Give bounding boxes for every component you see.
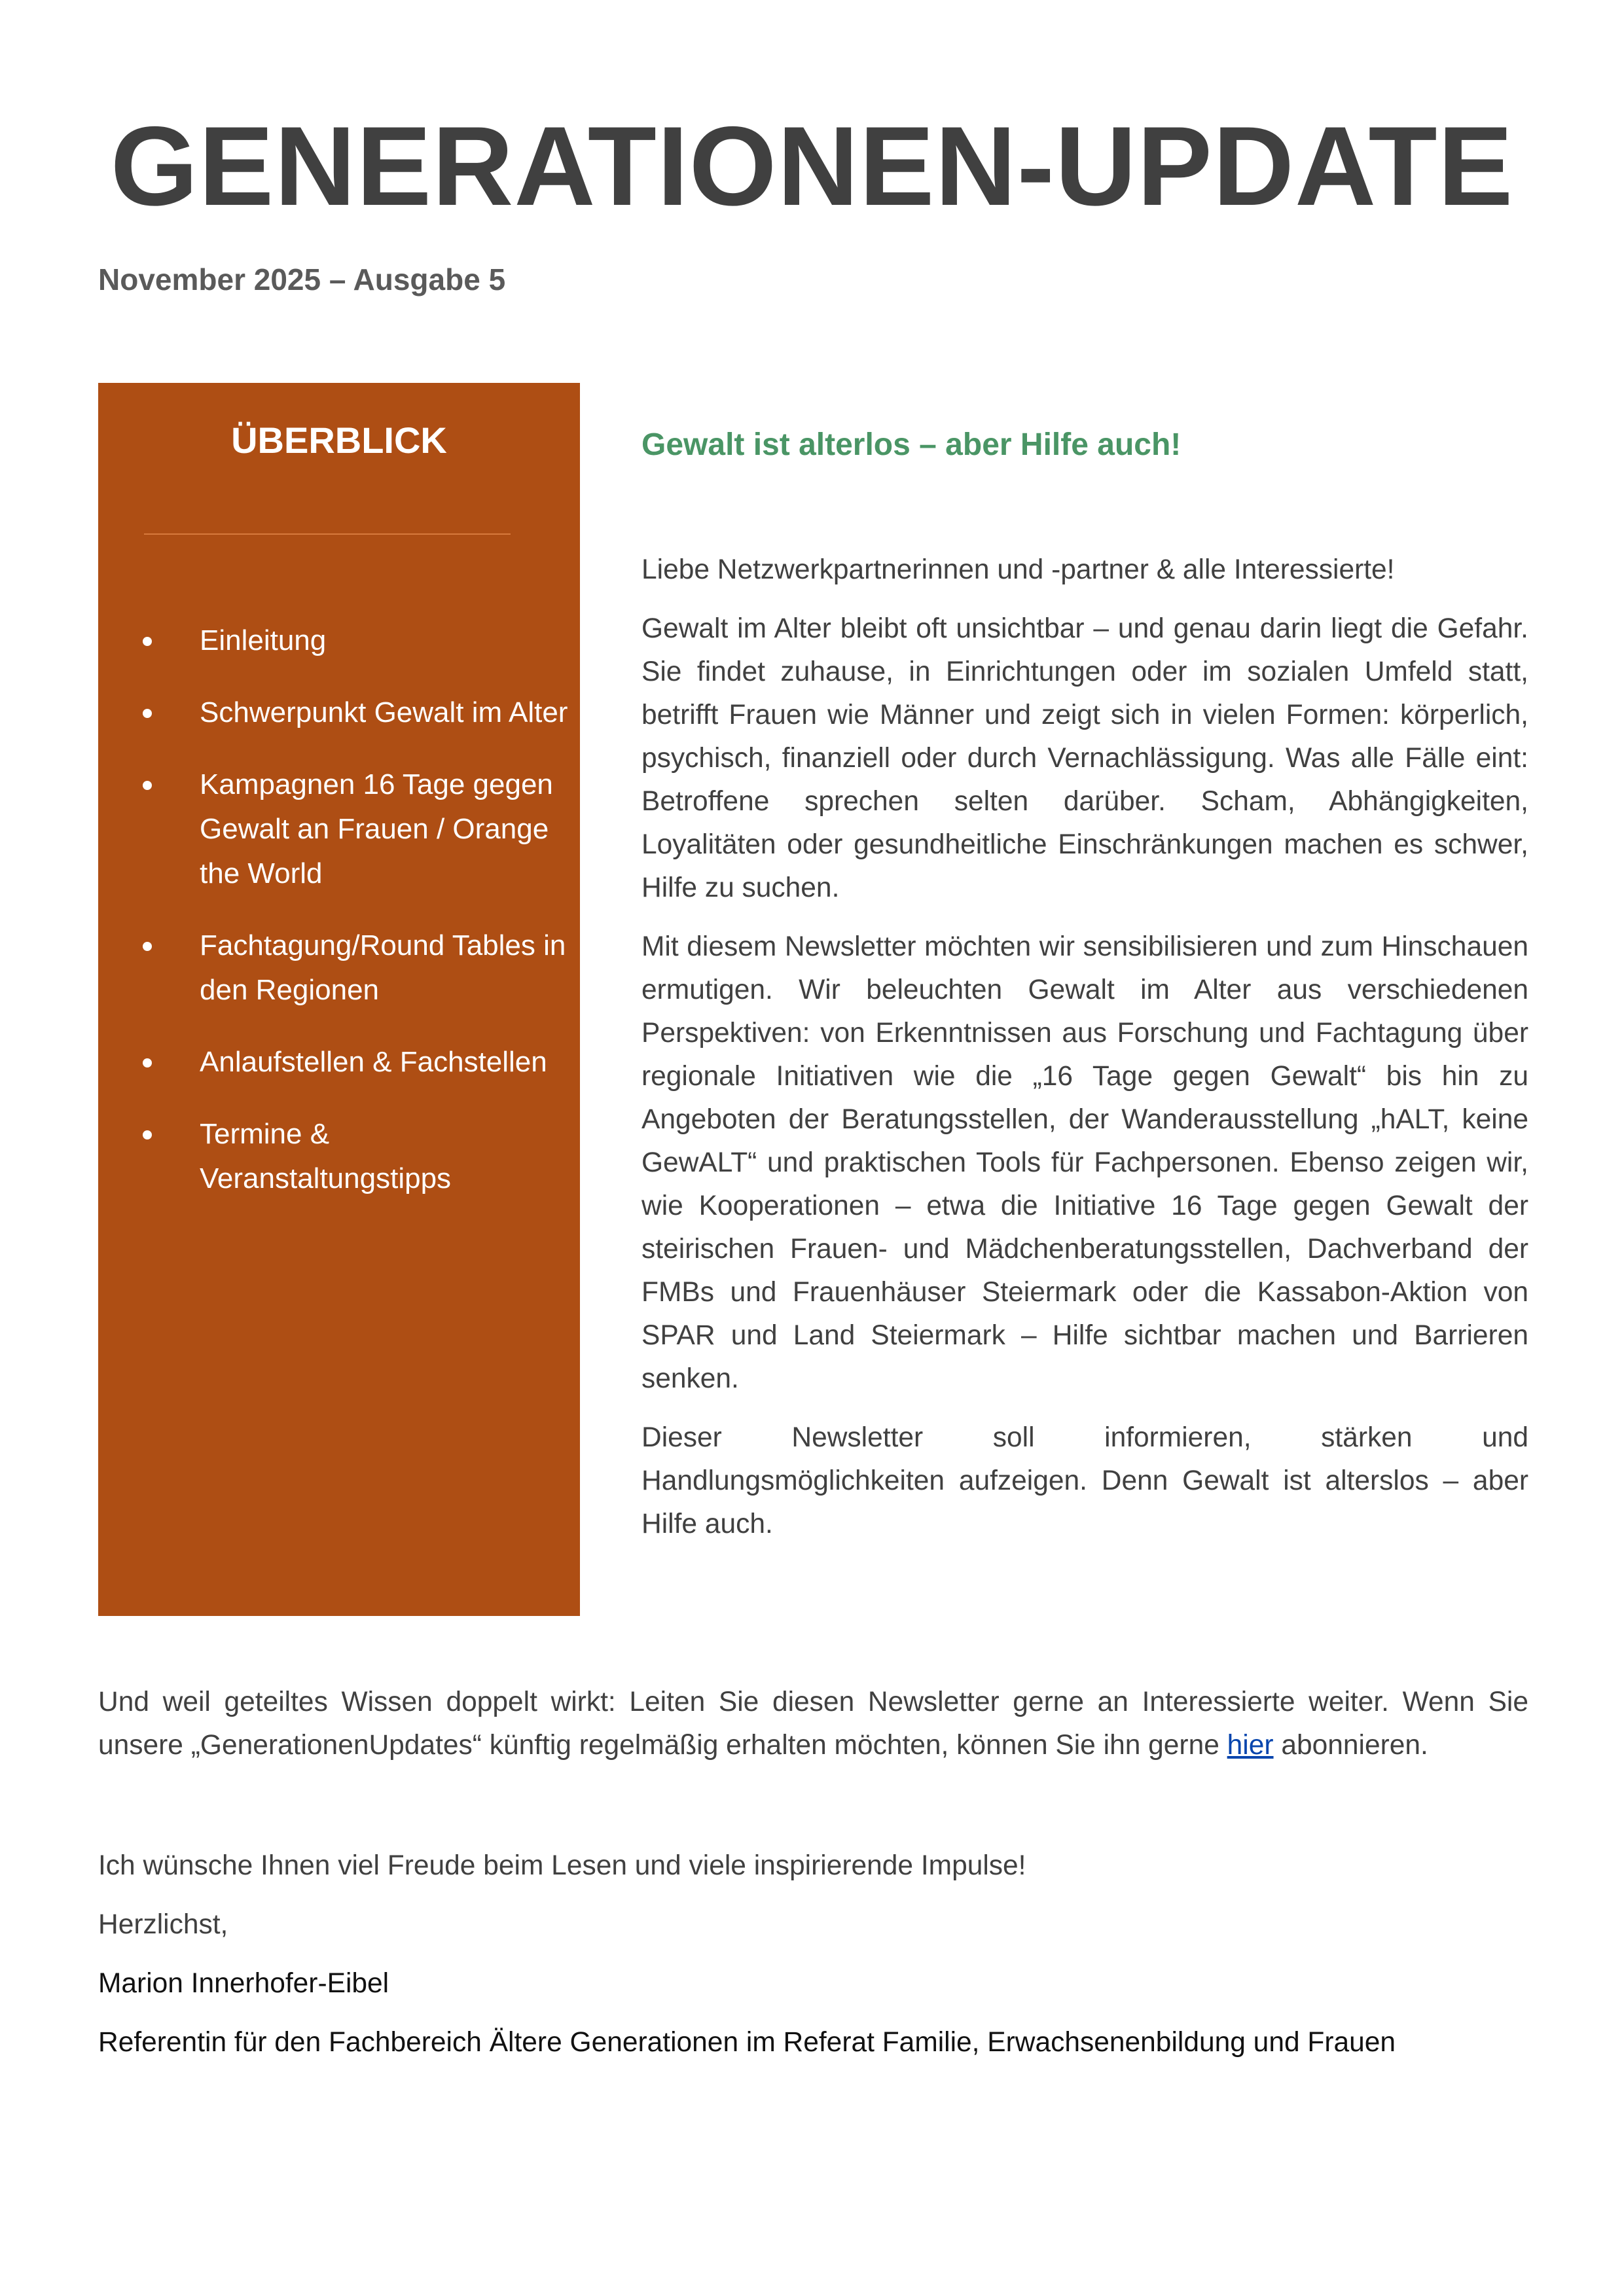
article-body	[641, 548, 1528, 1562]
toc-item-label: Schwerpunkt Gewalt im Alter	[200, 696, 568, 728]
toc-item	[137, 619, 569, 663]
share-text: Und weil geteiltes Wissen doppelt wirkt: Leiten Sie diesen Newsletter gerne an Interessierte weiter. Wenn Sie unsere „GenerationenUpdates“ künftig regelmäßig erhalten möchten, können Sie ihn gerne	[98, 1687, 1528, 1761]
closing-regards: Herzlichst,	[98, 1909, 228, 1940]
share-paragraph	[98, 1681, 1528, 1767]
closing-block	[98, 1844, 1528, 2080]
toc-item	[137, 762, 569, 896]
toc-item	[137, 1040, 569, 1085]
toc-item-label: Kampagnen 16 Tage gegen Gewalt an Frauen / Orange the World	[200, 768, 553, 889]
body-paragraph: Dieser Newsletter soll informieren, stärken und Handlungsmöglichkeiten aufzeigen. Denn Gewalt ist alterslos – aber Hilfe auch.	[641, 1422, 1528, 1539]
issue-date: November 2025 – Ausgabe 5	[98, 262, 506, 296]
subscribe-link[interactable]: hier	[1227, 1730, 1274, 1761]
newsletter-title: GENERATIONEN-UPDATE	[110, 103, 1514, 229]
table-of-contents	[137, 619, 569, 1229]
bullet-icon	[143, 1130, 152, 1139]
toc-item-label: Fachtagung/Round Tables in den Regionen	[200, 929, 566, 1006]
body-paragraph: Gewalt im Alter bleibt oft unsichtbar – und genau darin liegt die Gefahr. Sie findet zuhause, in Einrichtungen oder im sozialen Umfeld statt, betrifft Frauen wie Männer und zeigt sich in vielen Formen: körperlich, psychisch, finanziell oder durch Vernachlässigung. Was alle Fälle eint: Betroffene sprechen selten darüber. Scham, Abhängigkeiten, Loyalitäten oder gesundheitliche Einschränkungen machen es schwer, Hilfe zu suchen.	[641, 613, 1528, 903]
toc-item-label: Anlaufstellen & Fachstellen	[200, 1046, 547, 1078]
share-text-end: abonnieren.	[1273, 1730, 1428, 1761]
overview-sidebar	[98, 383, 580, 1616]
sidebar-title: ÜBERBLICK	[231, 420, 447, 461]
bullet-icon	[143, 781, 152, 790]
bullet-icon	[143, 1058, 152, 1067]
toc-item-label: Termine & Veranstaltungstipps	[200, 1118, 452, 1194]
greeting: Liebe Netzwerkpartnerinnen und -partner & alle Interessierte!	[641, 554, 1395, 585]
sidebar-divider	[144, 533, 511, 535]
author-name: Marion Innerhofer-Eibel	[98, 1968, 389, 1999]
toc-item-label: Einleitung	[200, 624, 327, 656]
bullet-icon	[143, 942, 152, 951]
body-paragraph: Mit diesem Newsletter möchten wir sensibilisieren und zum Hinschauen ermutigen. Wir beleuchten Gewalt im Alter aus verschiedenen Perspektiven: von Erkenntnissen aus Forschung und Fachtagung über regionale Initiativen wie die „16 Tage gegen Gewalt“ bis hin zu Angeboten der Beratungsstellen, der Wanderausstellung „hALT, keine GewALT“ und praktischen Tools für Fachpersonen. Ebenso zeigen wir, wie Kooperationen – etwa die Initiative 16 Tage gegen Gewalt der steirischen Frauen- und Mädchenberatungsstellen, Dachverband der FMBs und Frauenhäuser Steiermark oder die Kassabon-Aktion von SPAR und Land Steiermark – Hilfe sichtbar machen und Barrieren senken.	[641, 931, 1528, 1394]
bullet-icon	[143, 637, 152, 646]
bullet-icon	[143, 709, 152, 718]
toc-item	[137, 691, 569, 735]
author-role: Referentin für den Fachbereich Ältere Generationen im Referat Familie, Erwachsenenbildung und Frauen	[98, 2027, 1396, 2058]
toc-item	[137, 924, 569, 1013]
toc-item	[137, 1112, 569, 1201]
closing-wish: Ich wünsche Ihnen viel Freude beim Lesen und viele inspirierende Impulse!	[98, 1850, 1026, 1881]
article-headline: Gewalt ist alterlos – aber Hilfe auch!	[641, 427, 1182, 462]
share-note	[98, 1681, 1528, 1767]
